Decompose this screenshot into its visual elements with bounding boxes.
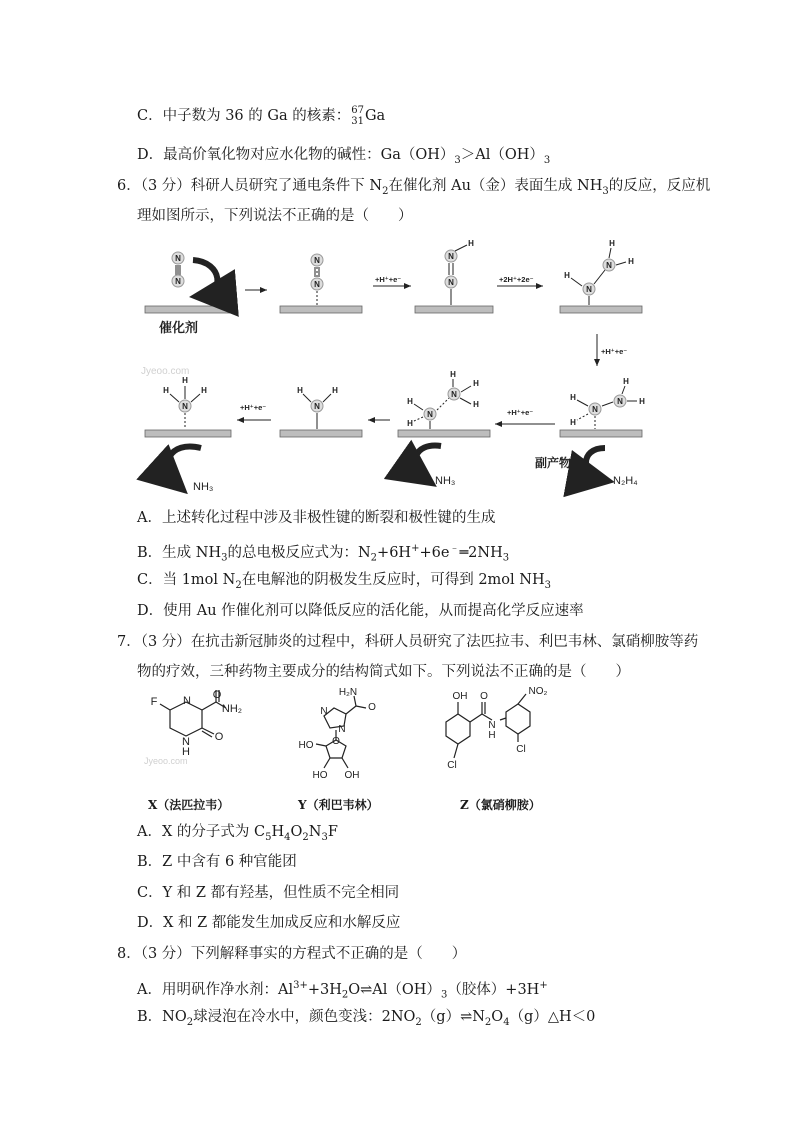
nh3-label: NH₃ (435, 475, 456, 487)
q7-option-c: C．Y 和 Z 都有羟基，但性质不完全相同 (137, 885, 400, 901)
h-atom: H (332, 386, 338, 395)
subscript: 2 (382, 185, 389, 197)
subscript: 4 (503, 1016, 510, 1028)
q5-option-d-text: D．最高价氧化物对应水化物的碱性：Ga（OH） (137, 147, 455, 163)
mass-number: 67 (351, 105, 364, 116)
text: ═2NH (459, 544, 503, 561)
subscript: 4 (284, 831, 291, 843)
q6-option-b (137, 539, 509, 569)
n-atom: N (606, 261, 612, 270)
n-atom: N (592, 405, 598, 414)
molecule-n2-adsorbed (311, 254, 323, 305)
text: N (308, 824, 322, 840)
text: +3H (307, 981, 342, 998)
text: +6e (419, 544, 450, 561)
atom-label: HO (298, 740, 314, 751)
h-atom: H (473, 400, 479, 409)
text: 在电解池的阴极发生反应时，可得到 2mol NH (241, 572, 545, 588)
watermark: Jyeoo.com (144, 756, 188, 766)
text: H (271, 824, 285, 840)
text: O (491, 1009, 504, 1025)
molecule-n2h4-adsorbed (570, 377, 645, 429)
n-atom: N (175, 277, 181, 286)
atom-label: O (214, 731, 224, 743)
n-atom: N (586, 285, 592, 294)
step-label: +H⁺+e⁻ (601, 347, 628, 356)
text: 在催化剂 Au（金）表面生成 NH (388, 178, 603, 194)
step-label: +H⁺+e⁻ (375, 275, 402, 284)
h-atom: H (639, 397, 645, 406)
atom-label: O (368, 702, 376, 713)
h-atom: H (628, 257, 634, 266)
molecule-n2-free (172, 252, 217, 296)
text: O (290, 824, 303, 840)
subscript: 2 (341, 989, 349, 1001)
h-atom: H (473, 379, 479, 388)
label-y: Y（利巴韦林） (298, 798, 379, 812)
structure-z-niclosamide (430, 686, 560, 776)
text: A．用明矾作净水剂：Al (137, 981, 294, 998)
catalyst-surface-1 (145, 306, 231, 313)
h-atom: H (570, 393, 576, 402)
subscript: 3 (602, 185, 609, 197)
catalyst-surface-2 (280, 306, 362, 313)
catalyst-surface-5 (560, 430, 642, 437)
h-atom: H (609, 239, 615, 248)
subscript: 2 (415, 1016, 422, 1028)
subscript: 5 (265, 831, 272, 843)
atom-label: H₂N (338, 687, 358, 698)
h-atom: H (297, 386, 303, 395)
text: B．生成 NH (137, 544, 222, 561)
n-atom: N (617, 397, 623, 406)
n2h4-label: N₂H₄ (613, 475, 638, 487)
n-atom: N (314, 256, 320, 265)
atom-label: OH (452, 691, 468, 702)
h-atom: H (407, 397, 413, 406)
structure-x-favipiravir (140, 689, 243, 770)
byproduct-n2h4 (535, 448, 638, 487)
text: F (327, 824, 338, 840)
atom-label: Cl (447, 760, 457, 771)
h-atom: H (570, 418, 576, 427)
text: 的反应，反应机 (608, 178, 711, 194)
text: （g）△H＜0 (509, 1009, 596, 1025)
q6-option-c (137, 570, 551, 596)
text: 的总电极反应式为：N (227, 544, 371, 561)
subscript: 2 (235, 579, 242, 591)
n-atom: N (175, 254, 181, 263)
h-atom: H (163, 386, 169, 395)
subscript: 3 (543, 154, 551, 166)
byproduct-label: 副产物 (535, 456, 572, 470)
molecule-n2h4-split (407, 370, 479, 429)
molecule-n2h (445, 239, 474, 305)
q6-stem-line2: 理如图所示，下列说法不正确的是（ ） (137, 208, 413, 224)
molecule-nh3-adsorbed (163, 376, 207, 429)
step-label: +H⁺+e⁻ (507, 408, 534, 417)
q6-option-d: D．使用 Au 作催化剂可以降低反应的活化能，从而提高化学反应速率 (137, 603, 584, 619)
h-atom: H (182, 376, 188, 385)
atomic-number: 31 (351, 116, 364, 127)
catalyst-surface-8 (145, 430, 231, 437)
structure-y-ribavirin (290, 686, 400, 786)
atom-label: O (212, 689, 222, 701)
subscript: 3 (502, 552, 510, 564)
superscript: + (411, 543, 420, 554)
n-atom: N (451, 390, 457, 399)
text: C．当 1mol N (137, 572, 236, 588)
atom-label: N (320, 706, 328, 717)
atom-label: NH₂ (221, 703, 243, 715)
q7-option-a (137, 822, 338, 848)
h-atom: H (564, 271, 570, 280)
atom-label: H (182, 746, 190, 758)
superscript: ﹣ (449, 543, 460, 554)
molecule-nh2 (297, 386, 338, 429)
text: 球浸泡在冷水中，颜色变浅：2NO (193, 1009, 416, 1025)
watermark: Jyeoo.com (141, 366, 190, 377)
subscript: 2 (484, 1016, 492, 1028)
text: 6．（3 分）科研人员研究了通电条件下 N (117, 178, 383, 194)
atom-label: O (480, 691, 488, 702)
label-z: Z（氯硝柳胺） (460, 798, 541, 812)
release-nh3-1 (168, 447, 214, 493)
superscript: + (539, 980, 548, 991)
atom-label: OH (344, 770, 360, 781)
q5-option-d (137, 145, 550, 171)
reaction-mechanism-diagram (135, 234, 655, 496)
q5-option-c (137, 105, 385, 127)
q8-option-b (137, 1007, 595, 1033)
molecule-n2h3 (564, 239, 634, 305)
label-x: X（法匹拉韦） (148, 798, 230, 812)
text: O⇌Al（OH） (348, 981, 441, 998)
subscript: 2 (370, 552, 378, 564)
atom-label: O (332, 736, 340, 747)
text: B．NO (137, 1009, 187, 1025)
catalyst-surface-7 (280, 430, 362, 437)
q5-option-d-text-2: ＞Al（OH） (460, 147, 544, 163)
q6-stem-line1 (117, 176, 710, 202)
text: A．X 的分子式为 C (137, 824, 266, 840)
catalyst-label: 催化剂 (159, 320, 199, 335)
h-atom: H (623, 377, 629, 386)
subscript: 3 (321, 831, 328, 843)
catalyst-surface-4 (560, 306, 642, 313)
q6-option-a: A．上述转化过程中涉及非极性键的断裂和极性键的生成 (137, 510, 496, 526)
h-atom: H (468, 239, 474, 248)
q7-option-d: D．X 和 Z 都能发生加成反应和水解反应 (137, 915, 401, 931)
step-label: +H⁺+e⁻ (240, 403, 267, 412)
h-atom: H (450, 370, 456, 379)
catalyst-surface-3 (415, 306, 493, 313)
atom-label: N (183, 695, 191, 707)
catalyst-surface-6 (398, 430, 490, 437)
atom-label: Cl (516, 744, 526, 755)
subscript: 2 (186, 1016, 194, 1028)
n-atom: N (182, 402, 188, 411)
text: +6H (377, 544, 412, 561)
atom-label: N (182, 736, 190, 748)
n-atom: N (448, 278, 454, 287)
subscript: 3 (544, 579, 551, 591)
text: （胶体）+3H (447, 981, 540, 998)
q8-option-a (137, 976, 548, 1006)
q8-stem: 8．（3 分）下列解释事实的方程式不正确的是（ ） (117, 946, 467, 962)
h-atom: H (201, 386, 207, 395)
text: （g）⇌N (421, 1009, 485, 1025)
n-atom: N (448, 252, 454, 261)
atom-label: N (488, 720, 496, 731)
n-atom: N (314, 402, 320, 411)
subscript: 3 (440, 989, 448, 1001)
subscript: 2 (302, 831, 309, 843)
nh3-label: NH₃ (193, 481, 214, 493)
adsorb-curved-arrow (193, 260, 217, 296)
q7-option-b: B．Z 中含有 6 种官能团 (137, 854, 297, 870)
n-atom: N (314, 280, 320, 289)
n-atom: N (427, 410, 433, 419)
atom-label: H (488, 730, 496, 741)
q7-stem-line2: 物的疗效，三种药物主要成分的结构简式如下。下列说法不正确的是（ ） (137, 664, 630, 680)
subscript: 3 (221, 552, 228, 564)
release-nh3-2 (415, 446, 455, 487)
step-label: +2H⁺+2e⁻ (499, 275, 534, 284)
nuclide-notation (351, 105, 364, 127)
q7-stem-line1: 7．（3 分）在抗击新冠肺炎的过程中，科研人员研究了法匹拉韦、利巴韦林、氯硝柳胺等药 (117, 634, 699, 650)
atom-label: HO (312, 770, 328, 781)
atom-label: NO₂ (528, 686, 548, 697)
superscript: 3+ (293, 980, 308, 991)
h-atom: H (407, 419, 413, 428)
element-symbol: Ga (364, 108, 386, 124)
q5-option-c-text: C．中子数为 36 的 Ga 的核素： (137, 108, 351, 124)
subscript: 3 (454, 154, 461, 166)
atom-label: F (150, 696, 158, 708)
atom-label: N (338, 724, 346, 735)
